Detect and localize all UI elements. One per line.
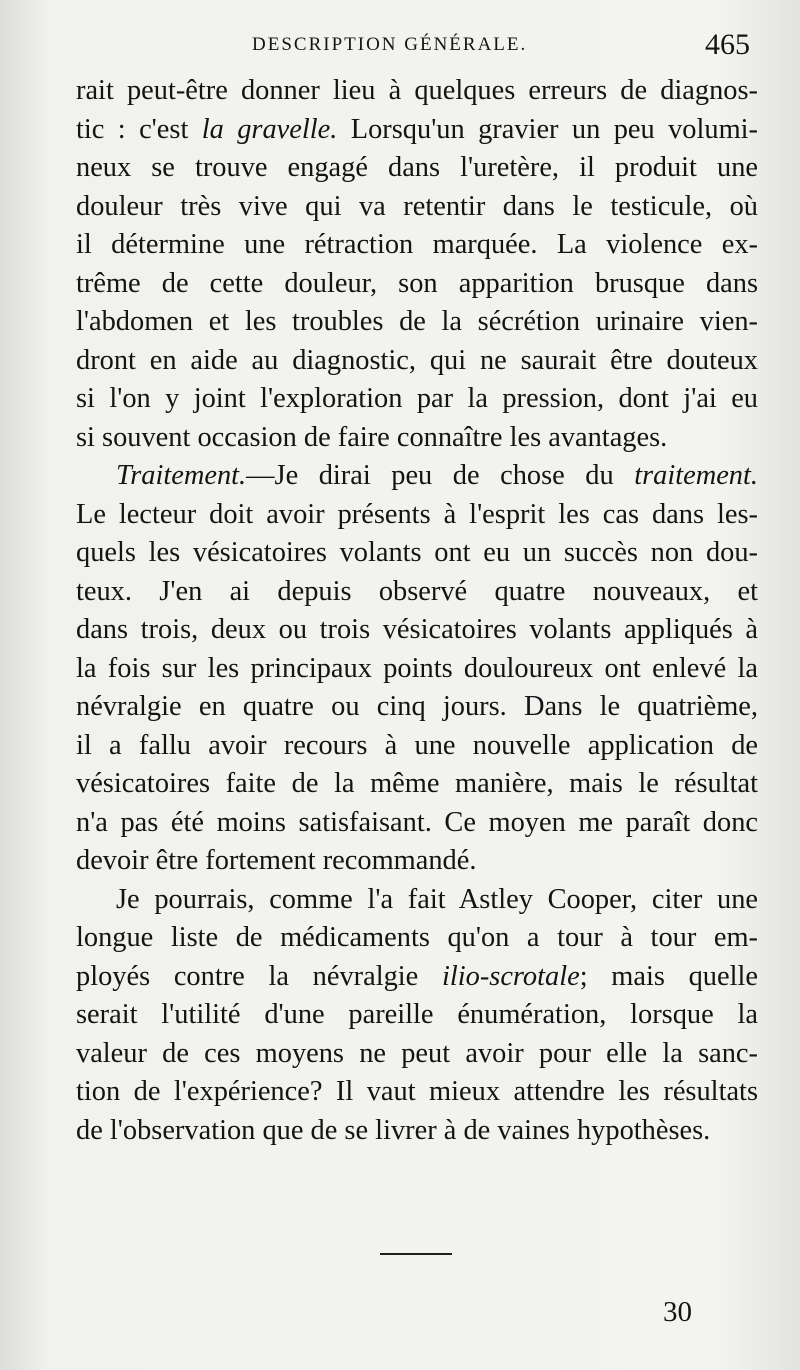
text-line: Je pourrais, comme l'a fait Astley Cooper, citer une [116, 883, 758, 915]
text-line: l'abdomen et les troubles de la sécrétion urinaire vien- [76, 306, 758, 337]
text-span: ; mais quelle [579, 960, 758, 992]
text-line: Le lecteur doit avoir présents à l'esprit les cas dans les- [76, 498, 758, 530]
text-line [76, 457, 758, 496]
italic-term: traitement. [634, 460, 758, 491]
body-text [76, 72, 758, 1150]
text-line [76, 111, 758, 150]
italic-heading: Traitement. [116, 460, 247, 491]
text-line: valeur de ces moyens ne peut avoir pour elle la sanc- [76, 1037, 758, 1069]
text-line: longue liste de médicaments qu'on a tour à tour em- [76, 922, 758, 953]
text-line: quels les vésicatoires volants ont eu un succès non dou- [76, 537, 758, 568]
text-line: teux. J'en ai depuis observé quatre nouveaux, et [76, 575, 758, 607]
text-line: de l'observation que de se livrer à de vaines hypothèses. [76, 1114, 711, 1146]
signature-mark: 30 [663, 1296, 692, 1328]
text-line: devoir être fortement recommandé. [76, 845, 477, 876]
text-line: trême de cette douleur, son apparition brusque dans [76, 267, 758, 299]
text-line: il détermine une rétraction marquée. La violence ex- [76, 229, 758, 260]
text-span: —Je dirai peu de chose du [246, 460, 614, 491]
text-span: Lorsqu'un gravier un peu volumi- [350, 113, 758, 145]
text-line: si souvent occasion de faire connaître les avantages. [76, 421, 668, 453]
text-line: neux se trouve engagé dans l'uretère, il produit une [76, 152, 758, 183]
text-line: douleur très vive qui va retentir dans le testicule, où [76, 190, 758, 222]
text-line: vésicatoires faite de la même manière, mais le résultat [76, 768, 758, 799]
page-number: 465 [705, 28, 750, 61]
text-line: tion de l'expérience? Il vaut mieux attendre les résultats [76, 1076, 758, 1107]
text-line: n'a pas été moins satisfaisant. Ce moyen me paraît donc [76, 806, 758, 838]
text-line: il a fallu avoir recours à une nouvelle application de [76, 729, 758, 761]
italic-term: la gravelle. [201, 113, 338, 145]
text-line: serait l'utilité d'une pareille énumération, lorsque la [76, 999, 758, 1030]
text-span: tic : c'est [76, 113, 189, 145]
text-line [76, 958, 758, 997]
text-line: névralgie en quatre ou cinq jours. Dans le quatrième, [76, 691, 758, 722]
italic-term: ilio-scrotale [441, 960, 580, 992]
text-line: la fois sur les principaux points douloureux ont enlevé la [76, 652, 758, 684]
text-line: dans trois, deux ou trois vésicatoires volants appliqués à [76, 614, 758, 645]
section-rule [380, 1253, 452, 1255]
text-line: dront en aide au diagnostic, qui ne saurait être douteux [76, 344, 758, 376]
text-span: ployés contre la névralgie [76, 960, 419, 992]
text-line: rait peut-être donner lieu à quelques erreurs de diagnos- [76, 75, 758, 106]
text-line: si l'on y joint l'exploration par la pression, dont j'ai eu [76, 383, 758, 414]
running-head: DESCRIPTION GÉNÉRALE. [252, 34, 528, 55]
